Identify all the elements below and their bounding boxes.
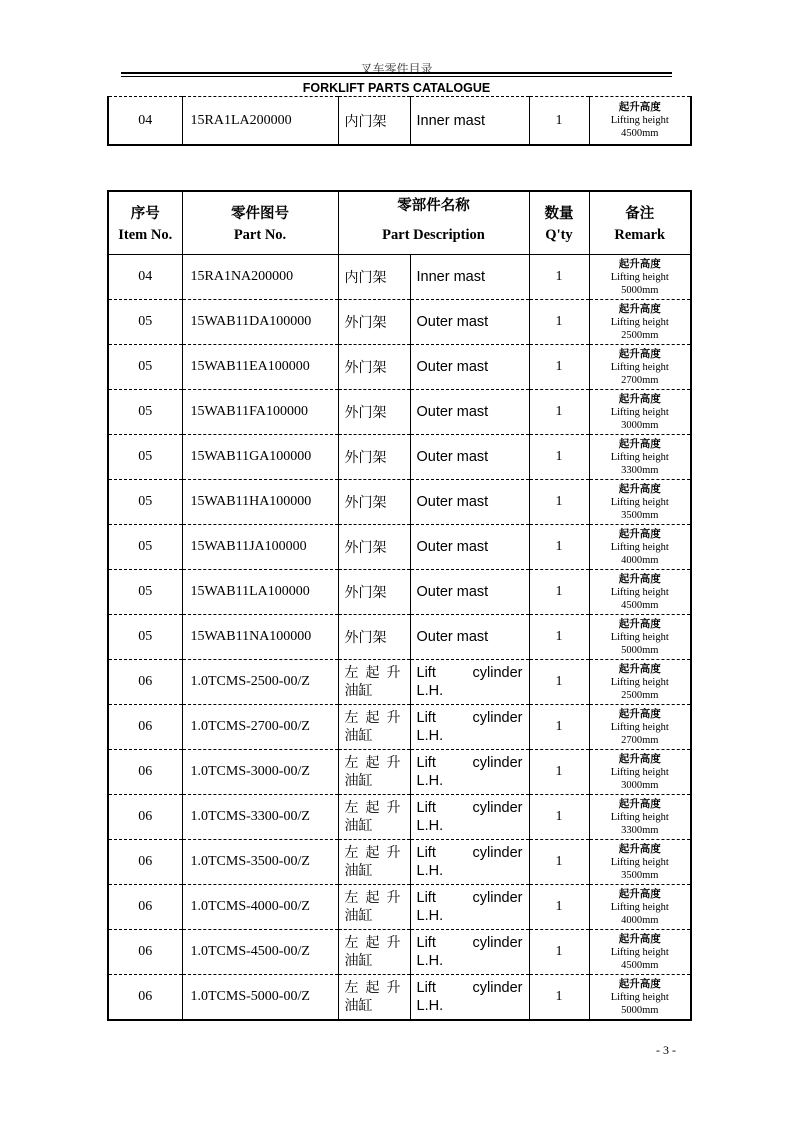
part-name-cn-line2: 油缸 (344, 773, 373, 789)
remark-value: 3000mm (621, 779, 659, 791)
quantity: 1 (529, 300, 589, 345)
header-qty: 数量 Q'ty (529, 191, 589, 255)
table-row (108, 255, 691, 300)
part-name-en (410, 660, 529, 705)
page-number: - 3 - (656, 1043, 676, 1057)
part-name-cn-char: 升 (386, 665, 401, 681)
part-number: 1.0TCMS-3000-00/Z (182, 750, 338, 795)
remark (589, 97, 691, 146)
remark-en: Lifting height (610, 946, 669, 958)
remark-en: Lifting height (610, 901, 669, 913)
part-name-en-line1: Lift cylinder (416, 845, 523, 861)
remark (589, 795, 691, 840)
part-name-cn-line1 (345, 844, 401, 862)
item-number: 05 (108, 390, 182, 435)
part-name-cn-char: 左 (344, 890, 359, 906)
part-name-cn: 外门架 (338, 300, 410, 345)
part-name-en: Outer mast (410, 435, 529, 480)
part-name-cn (338, 840, 410, 885)
quantity: 1 (529, 97, 589, 146)
quantity: 1 (529, 345, 589, 390)
remark-value: 4000mm (621, 914, 659, 926)
remark-cn: 起升高度 (618, 752, 661, 765)
part-name-en: Inner mast (410, 255, 529, 300)
part-name-cn-line2: 油缸 (344, 818, 373, 834)
part-name-en-line2: L.H. (416, 863, 444, 879)
remark-value: 3300mm (621, 464, 659, 476)
item-number: 05 (108, 300, 182, 345)
part-name-en (410, 750, 529, 795)
remark-value: 5000mm (621, 284, 659, 296)
item-number: 06 (108, 930, 182, 975)
header-item-no: 序号 Item No. (108, 191, 182, 255)
header-rule (121, 72, 672, 77)
remark (589, 300, 691, 345)
part-name-en-line2: L.H. (416, 728, 444, 744)
item-number: 05 (108, 435, 182, 480)
part-name-cn (338, 660, 410, 705)
remark-cn: 起升高度 (618, 617, 661, 630)
part-number: 1.0TCMS-3300-00/Z (182, 795, 338, 840)
table-row (108, 615, 691, 660)
part-name-cn-char: 左 (344, 755, 359, 771)
remark-cn: 起升高度 (618, 437, 661, 450)
table-row (108, 390, 691, 435)
part-number: 15WAB11DA100000 (182, 300, 338, 345)
table-row (108, 930, 691, 975)
part-name-cn-line2: 油缸 (344, 998, 373, 1014)
catalogue-title-cn: 叉车零件目录 (360, 62, 433, 76)
remark (589, 660, 691, 705)
item-number: 05 (108, 570, 182, 615)
quantity: 1 (529, 930, 589, 975)
table-row (108, 660, 691, 705)
part-name-en-line2: L.H. (416, 998, 444, 1014)
remark-value: 4000mm (621, 554, 659, 566)
part-name-cn (338, 705, 410, 750)
part-name-en-line1: Lift cylinder (416, 935, 523, 951)
part-name-cn: 外门架 (338, 570, 410, 615)
remark-value: 3000mm (621, 419, 659, 431)
part-number: 1.0TCMS-3500-00/Z (182, 840, 338, 885)
remark (589, 480, 691, 525)
quantity: 1 (529, 840, 589, 885)
part-name-cn-line1 (345, 799, 401, 817)
header-part-no: 零件图号 Part No. (182, 191, 338, 255)
part-name-cn-char: 升 (386, 890, 401, 906)
part-name-en: Outer mast (410, 570, 529, 615)
part-name-cn-char: 左 (344, 980, 359, 996)
remark-value: 2700mm (621, 734, 659, 746)
quantity: 1 (529, 435, 589, 480)
quantity: 1 (529, 615, 589, 660)
remark-en: Lifting height (610, 316, 669, 328)
part-name-cn-line1 (345, 979, 401, 997)
part-name-cn-line2: 油缸 (344, 908, 373, 924)
remark-en: Lifting height (610, 586, 669, 598)
part-name-en-line1: Lift cylinder (416, 980, 523, 996)
item-number: 04 (108, 255, 182, 300)
part-name-cn-char: 起 (365, 890, 380, 906)
part-name-cn (338, 975, 410, 1021)
part-name-cn-line2: 油缸 (344, 728, 373, 744)
remark (589, 255, 691, 300)
remark-cn: 起升高度 (618, 842, 661, 855)
part-name-cn (338, 930, 410, 975)
part-name-en-line2: L.H. (416, 953, 444, 969)
part-name-cn-char: 升 (386, 935, 401, 951)
part-name-en: Inner mast (410, 97, 529, 146)
remark-en: Lifting height (610, 991, 669, 1003)
remark-value: 5000mm (621, 644, 659, 656)
part-name-en: Outer mast (410, 345, 529, 390)
quantity: 1 (529, 975, 589, 1021)
item-number: 05 (108, 615, 182, 660)
part-number: 1.0TCMS-4000-00/Z (182, 885, 338, 930)
part-name-cn: 外门架 (338, 615, 410, 660)
remark (589, 615, 691, 660)
remark-cn: 起升高度 (618, 887, 661, 900)
part-name-cn-char: 升 (386, 845, 401, 861)
table-row (108, 570, 691, 615)
remark-cn: 起升高度 (618, 932, 661, 945)
part-name-cn-line1 (345, 889, 401, 907)
part-number: 15WAB11HA100000 (182, 480, 338, 525)
part-name-cn-line1 (345, 664, 401, 682)
quantity: 1 (529, 480, 589, 525)
remark-en: Lifting height (610, 361, 669, 373)
part-name-cn (338, 885, 410, 930)
part-name-cn-char: 左 (344, 935, 359, 951)
quantity: 1 (529, 570, 589, 615)
remark-en: Lifting height (610, 676, 669, 688)
remark-en: Lifting height (610, 541, 669, 553)
quantity: 1 (529, 795, 589, 840)
part-name-en: Outer mast (410, 480, 529, 525)
table-row (108, 345, 691, 390)
part-name-cn (338, 750, 410, 795)
quantity: 1 (529, 525, 589, 570)
part-name-en-line1: Lift cylinder (416, 710, 523, 726)
part-name-en-line1: Lift cylinder (416, 665, 523, 681)
part-name-en: Outer mast (410, 390, 529, 435)
remark (589, 345, 691, 390)
remark-value: 3300mm (621, 824, 659, 836)
remark-value: 5000mm (621, 1004, 659, 1016)
item-number: 06 (108, 750, 182, 795)
remark-en: Lifting height (610, 451, 669, 463)
part-name-en-line2: L.H. (416, 908, 444, 924)
part-name-cn-char: 升 (386, 710, 401, 726)
remark-cn: 起升高度 (618, 977, 661, 990)
remark-value: 2500mm (621, 329, 659, 341)
part-name-en (410, 705, 529, 750)
parts-table (107, 190, 692, 1021)
item-number: 06 (108, 660, 182, 705)
table-row (108, 975, 691, 1021)
part-name-cn: 外门架 (338, 480, 410, 525)
table-row (108, 97, 691, 146)
remark-cn: 起升高度 (618, 392, 661, 405)
remark (589, 435, 691, 480)
part-number: 15RA1NA200000 (182, 255, 338, 300)
part-name-cn: 外门架 (338, 435, 410, 480)
part-name-cn-char: 起 (365, 800, 380, 816)
part-name-en (410, 975, 529, 1021)
remark-en: Lifting height (610, 496, 669, 508)
remark-value: 4500mm (621, 599, 659, 611)
item-number: 05 (108, 345, 182, 390)
part-name-cn-char: 升 (386, 980, 401, 996)
header-remark: 备注 Remark (589, 191, 691, 255)
part-name-cn-char: 起 (365, 935, 380, 951)
item-number: 06 (108, 840, 182, 885)
quantity: 1 (529, 255, 589, 300)
remark-value: 4500mm (621, 959, 659, 971)
table-row (108, 795, 691, 840)
remark (589, 390, 691, 435)
remark (589, 930, 691, 975)
part-name-cn-line1 (345, 934, 401, 952)
part-name-en (410, 930, 529, 975)
part-number: 15RA1LA200000 (182, 97, 338, 146)
part-number: 1.0TCMS-2700-00/Z (182, 705, 338, 750)
part-name-cn: 内门架 (338, 255, 410, 300)
part-name-en-line2: L.H. (416, 773, 444, 789)
remark-cn: 起升高度 (618, 662, 661, 675)
item-number: 04 (108, 97, 182, 146)
remark-cn: 起升高度 (618, 482, 661, 495)
part-number: 15WAB11LA100000 (182, 570, 338, 615)
quantity: 1 (529, 660, 589, 705)
part-name-cn-char: 起 (365, 755, 380, 771)
part-name-en-line1: Lift cylinder (416, 755, 523, 771)
quantity: 1 (529, 885, 589, 930)
table-row (108, 435, 691, 480)
part-name-cn-char: 起 (365, 665, 380, 681)
catalogue-title-en: FORKLIFT PARTS CATALOGUE (302, 81, 491, 95)
part-name-cn-char: 起 (365, 980, 380, 996)
part-name-en: Outer mast (410, 300, 529, 345)
part-number: 15WAB11NA100000 (182, 615, 338, 660)
part-name-cn-char: 升 (386, 800, 401, 816)
item-number: 06 (108, 885, 182, 930)
part-number: 1.0TCMS-2500-00/Z (182, 660, 338, 705)
part-name-en-line1: Lift cylinder (416, 800, 523, 816)
part-name-cn: 外门架 (338, 525, 410, 570)
part-name-cn: 内门架 (338, 97, 410, 146)
table-row (108, 885, 691, 930)
remark-cn: 起升高度 (618, 527, 661, 540)
remark-en: Lifting height (610, 811, 669, 823)
part-name-cn-line1 (345, 709, 401, 727)
table-row (108, 480, 691, 525)
part-name-cn (338, 795, 410, 840)
remark (589, 885, 691, 930)
remark-en: Lifting height (610, 766, 669, 778)
remark-en: Lifting height (610, 271, 669, 283)
remark-cn: 起升高度 (618, 707, 661, 720)
part-name-cn: 外门架 (338, 345, 410, 390)
part-name-cn-char: 左 (344, 845, 359, 861)
item-number: 06 (108, 975, 182, 1021)
item-number: 06 (108, 705, 182, 750)
part-name-en (410, 795, 529, 840)
part-name-en (410, 885, 529, 930)
part-number: 15WAB11FA100000 (182, 390, 338, 435)
part-name-cn-char: 起 (365, 710, 380, 726)
part-name-cn-line2: 油缸 (344, 953, 373, 969)
part-name-en-line2: L.H. (416, 683, 444, 699)
remark-cn: 起升高度 (618, 572, 661, 585)
part-name-cn-char: 左 (344, 710, 359, 726)
part-name-cn-line1 (345, 754, 401, 772)
part-name-cn-line2: 油缸 (344, 683, 373, 699)
remark-value: 3500mm (621, 869, 659, 881)
part-name-en: Outer mast (410, 525, 529, 570)
remark-cn: 起升高度 (618, 302, 661, 315)
table-row (108, 525, 691, 570)
part-name-cn-char: 升 (386, 755, 401, 771)
quantity: 1 (529, 390, 589, 435)
quantity: 1 (529, 750, 589, 795)
part-name-en-line2: L.H. (416, 818, 444, 834)
remark-cn: 起升高度 (618, 797, 661, 810)
remark (589, 975, 691, 1021)
remark (589, 705, 691, 750)
item-number: 05 (108, 525, 182, 570)
part-name-en-line1: Lift cylinder (416, 890, 523, 906)
remark-value: 2700mm (621, 374, 659, 386)
table-row (108, 300, 691, 345)
remark-en: Lifting height (610, 721, 669, 733)
part-name-en (410, 840, 529, 885)
part-name-cn-line2: 油缸 (344, 863, 373, 879)
remark-value: 2500mm (621, 689, 659, 701)
table-row (108, 840, 691, 885)
table-header-row (108, 191, 691, 255)
remark-cn: 起升高度 (618, 257, 661, 270)
remark-en: Lifting height (610, 856, 669, 868)
remark (589, 840, 691, 885)
table-row (108, 705, 691, 750)
remark-value: 4500mm (621, 128, 659, 139)
item-number: 05 (108, 480, 182, 525)
part-name-cn: 外门架 (338, 390, 410, 435)
part-name-cn-char: 左 (344, 800, 359, 816)
remark-cn: 起升高度 (618, 347, 661, 360)
header-part-description: 零部件名称 Part Description (338, 191, 529, 255)
part-number: 15WAB11GA100000 (182, 435, 338, 480)
part-name-cn-char: 起 (365, 845, 380, 861)
part-name-cn-char: 左 (344, 665, 359, 681)
remark-value: 3500mm (621, 509, 659, 521)
remark-en: Lifting height (610, 631, 669, 643)
part-number: 1.0TCMS-4500-00/Z (182, 930, 338, 975)
remark-en: Lifting height (610, 115, 669, 126)
part-number: 15WAB11EA100000 (182, 345, 338, 390)
part-number: 15WAB11JA100000 (182, 525, 338, 570)
table-row (108, 750, 691, 795)
remark (589, 525, 691, 570)
remark (589, 570, 691, 615)
part-number: 1.0TCMS-5000-00/Z (182, 975, 338, 1021)
remark-cn: 起升高度 (618, 101, 661, 113)
part-name-en: Outer mast (410, 615, 529, 660)
item-number: 06 (108, 795, 182, 840)
remark-en: Lifting height (610, 406, 669, 418)
continued-parts-table (107, 96, 692, 146)
quantity: 1 (529, 705, 589, 750)
remark (589, 750, 691, 795)
